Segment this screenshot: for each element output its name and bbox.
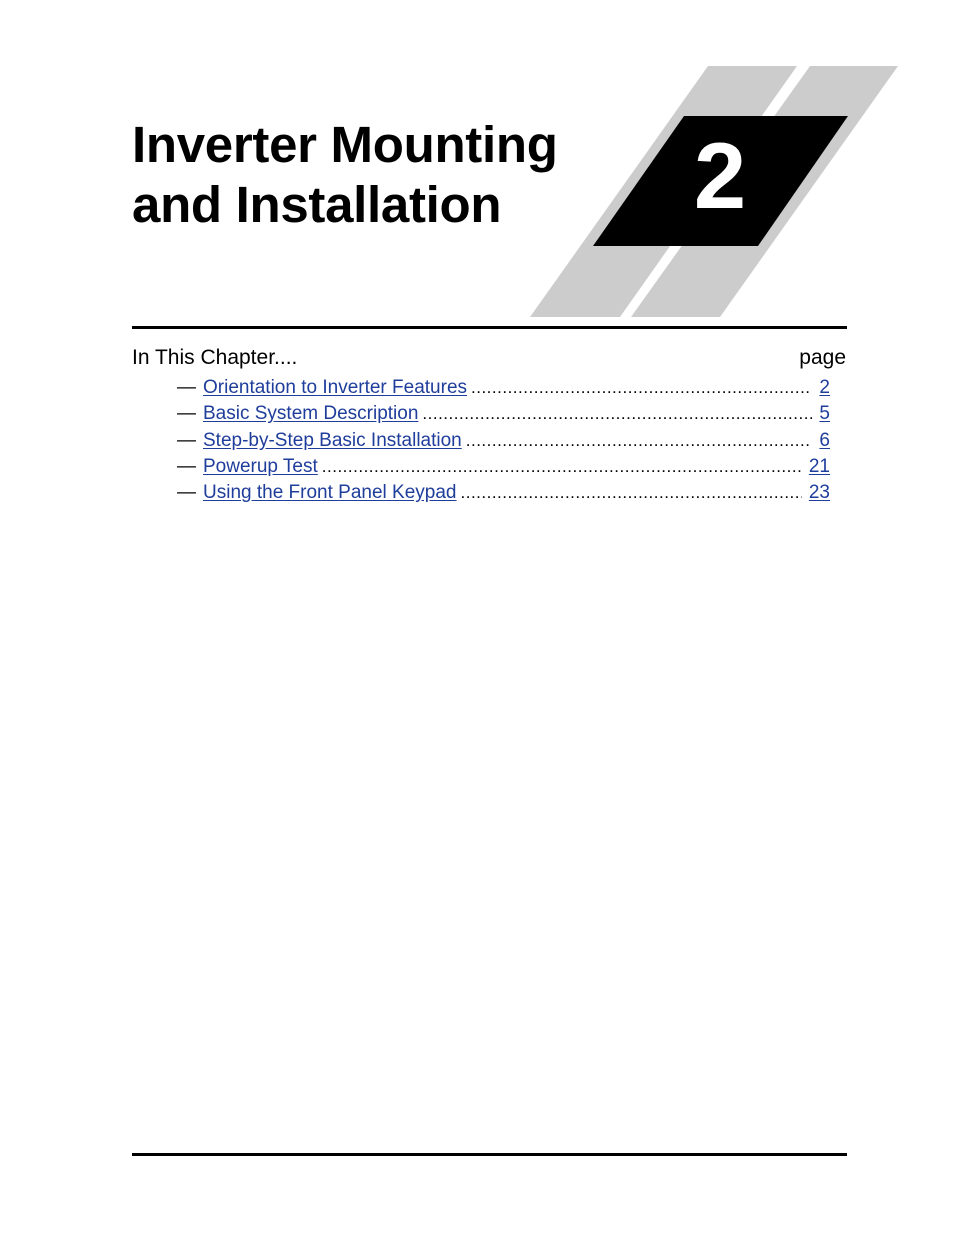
chapter-title-line-1: Inverter Mounting — [132, 116, 558, 173]
toc-entry — [177, 454, 830, 480]
toc-entry-link-installation[interactable]: Step-by-Step Basic Installation — [203, 429, 462, 451]
chapter-title — [132, 115, 558, 235]
toc-header — [132, 344, 846, 372]
toc-page-link[interactable]: 23 — [808, 482, 830, 504]
toc-dash: — — [177, 377, 196, 398]
toc-page-column-label: page — [799, 346, 846, 369]
dot-leader — [422, 401, 812, 427]
toc-entry-link-orientation[interactable]: Orientation to Inverter Features — [203, 377, 468, 398]
toc-list — [177, 375, 830, 506]
chapter-number: 2 — [693, 123, 747, 228]
toc-entry-link-front-panel-keypad[interactable]: Using the Front Panel Keypad — [203, 482, 457, 504]
dot-leader — [471, 375, 812, 401]
dot-leader — [322, 454, 802, 480]
top-divider — [132, 326, 847, 329]
chapter-title-line-2: and Installation — [132, 176, 502, 233]
toc-page-link[interactable]: 2 — [819, 377, 830, 398]
toc-entry — [177, 480, 830, 506]
toc-page-link[interactable]: 21 — [808, 455, 830, 477]
toc-dash: — — [177, 403, 196, 425]
toc-entry — [177, 401, 830, 427]
dot-leader — [466, 428, 813, 454]
toc-entry-link-powerup-test[interactable]: Powerup Test — [203, 455, 318, 477]
dot-leader — [461, 480, 802, 506]
toc-page-link[interactable]: 6 — [819, 429, 830, 451]
toc-dash: — — [177, 482, 196, 504]
bottom-divider — [132, 1153, 847, 1156]
toc-dash: — — [177, 429, 196, 451]
toc-entry-link-basic-system[interactable]: Basic System Description — [203, 403, 419, 425]
toc-page-link[interactable]: 5 — [819, 403, 830, 425]
toc-heading: In This Chapter.... — [132, 346, 298, 369]
toc-dash: — — [177, 455, 196, 477]
toc-entry — [177, 428, 830, 454]
toc-entry — [177, 375, 830, 401]
